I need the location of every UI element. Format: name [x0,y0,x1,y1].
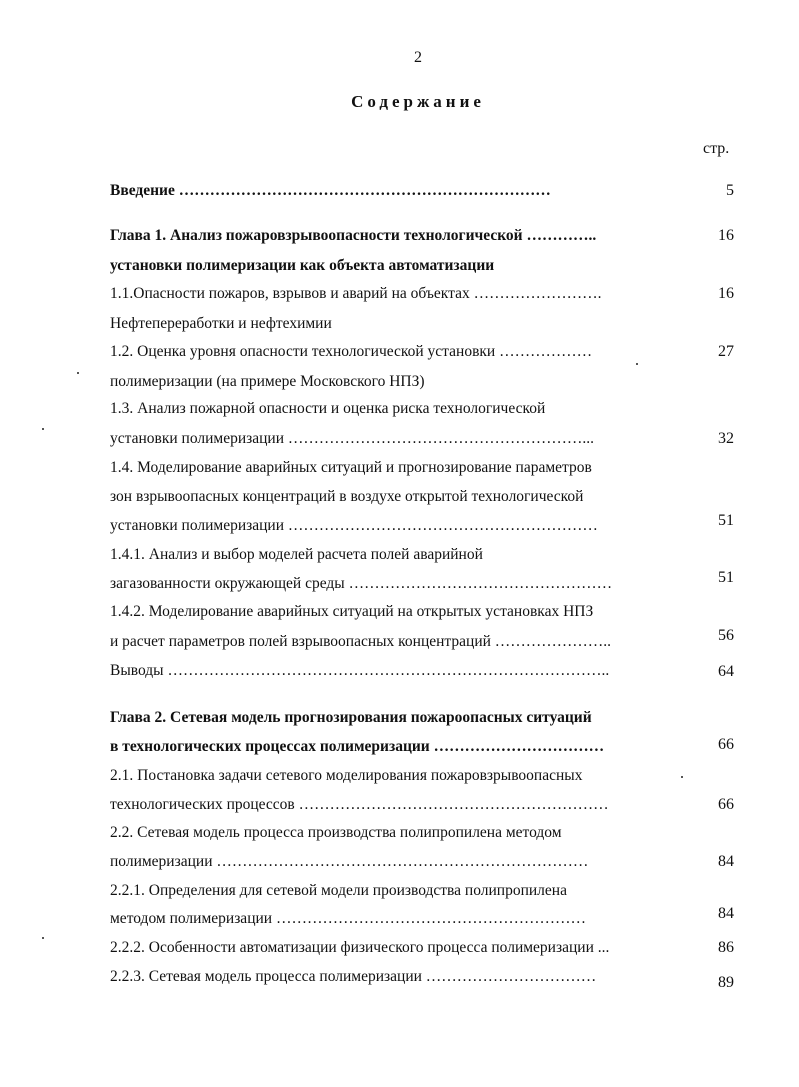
page-number: 2 [414,49,422,66]
toc-entry-line: установки полимеризации как объекта автоматизации [110,257,495,274]
toc-entry-line: и расчет параметров полей взрывоопасных концентраций ………………….. [110,633,612,650]
toc-entry-line: 1.2. Оценка уровня опасности технологической установки ……………… [110,343,593,360]
toc-page-number: 16 [718,285,734,302]
toc-page-number: 89 [718,974,734,991]
scan-speck [681,776,683,778]
toc-page-number: 66 [718,796,734,813]
toc-entry-line: Введение ……………………………………………………………… [110,182,551,199]
toc-entry-line: Глава 1. Анализ пожаровзрывоопасности технологической ………….. [110,227,597,244]
scan-speck [42,428,44,430]
toc-entry-line: в технологических процессах полимеризации …………………………… [110,738,605,755]
toc-entry-line: 1.4.2. Моделирование аварийных ситуаций на открытых установках НПЗ [110,603,594,620]
scan-speck [636,363,638,365]
toc-page-number: 66 [718,736,734,753]
toc-entry-line: 1.4. Моделирование аварийных ситуаций и прогнозирование параметров [110,459,592,476]
toc-entry-line: 2.2.1. Определения для сетевой модели производства полипропилена [110,882,567,899]
toc-entry-line: 2.2.2. Особенности автоматизации физического процесса полимеризации ... [110,939,610,956]
scan-speck [42,937,44,939]
toc-page-number: 56 [718,627,734,644]
toc-page-number: 86 [718,939,734,956]
toc-page-number: 32 [718,430,734,447]
toc-page-number: 5 [726,182,734,199]
toc-entry-line: загазованности окружающей среды …………………………………………… [110,575,613,592]
toc-entry-line: 1.3. Анализ пожарной опасности и оценка риска технологической [110,400,546,417]
toc-page-number: 64 [718,663,734,680]
scan-speck [77,372,79,374]
toc-entry-line: 2.1. Постановка задачи сетевого моделирования пожаровзрывоопасных [110,767,583,784]
toc-entry-line: полимеризации (на примере Московского НПЗ) [110,373,425,390]
toc-entry-line: технологических процессов …………………………………………………… [110,796,609,813]
toc-entry-line: установки полимеризации …………………………………………………… [110,517,598,534]
toc-entry-line: установки полимеризации …………………………………………………... [110,430,595,447]
toc-page-number: 51 [718,569,734,586]
toc-entry-line: Глава 2. Сетевая модель прогнозирования пожароопасных ситуаций [110,709,592,726]
toc-page-number: 27 [718,343,734,360]
toc-page-number: 84 [718,905,734,922]
toc-entry-line: Выводы ………………………………………………………………………….. [110,662,610,679]
page-title: Содержание [351,92,485,111]
toc-page-number: 16 [718,227,734,244]
toc-entry-line: зон взрывоопасных концентраций в воздухе открытой технологической [110,488,584,505]
toc-entry-line: 1.1.Опасности пожаров, взрывов и аварий на объектах ……………………. [110,285,602,302]
toc-entry-line: методом полимеризации …………………………………………………… [110,910,586,927]
toc-entry-line: 2.2. Сетевая модель процесса производства полипропилена методом [110,824,562,841]
toc-page-number: 84 [718,853,734,870]
toc-page-number: 51 [718,512,734,529]
page-column-label: стр. [703,140,730,157]
toc-entry-line: полимеризации ……………………………………………………………… [110,853,589,870]
toc-entry-line: 1.4.1. Анализ и выбор моделей расчета полей аварийной [110,546,483,563]
toc-entry-line: 2.2.3. Сетевая модель процесса полимеризации …………………………… [110,968,597,985]
toc-entry-line: Нефтепереработки и нефтехимии [110,315,332,332]
